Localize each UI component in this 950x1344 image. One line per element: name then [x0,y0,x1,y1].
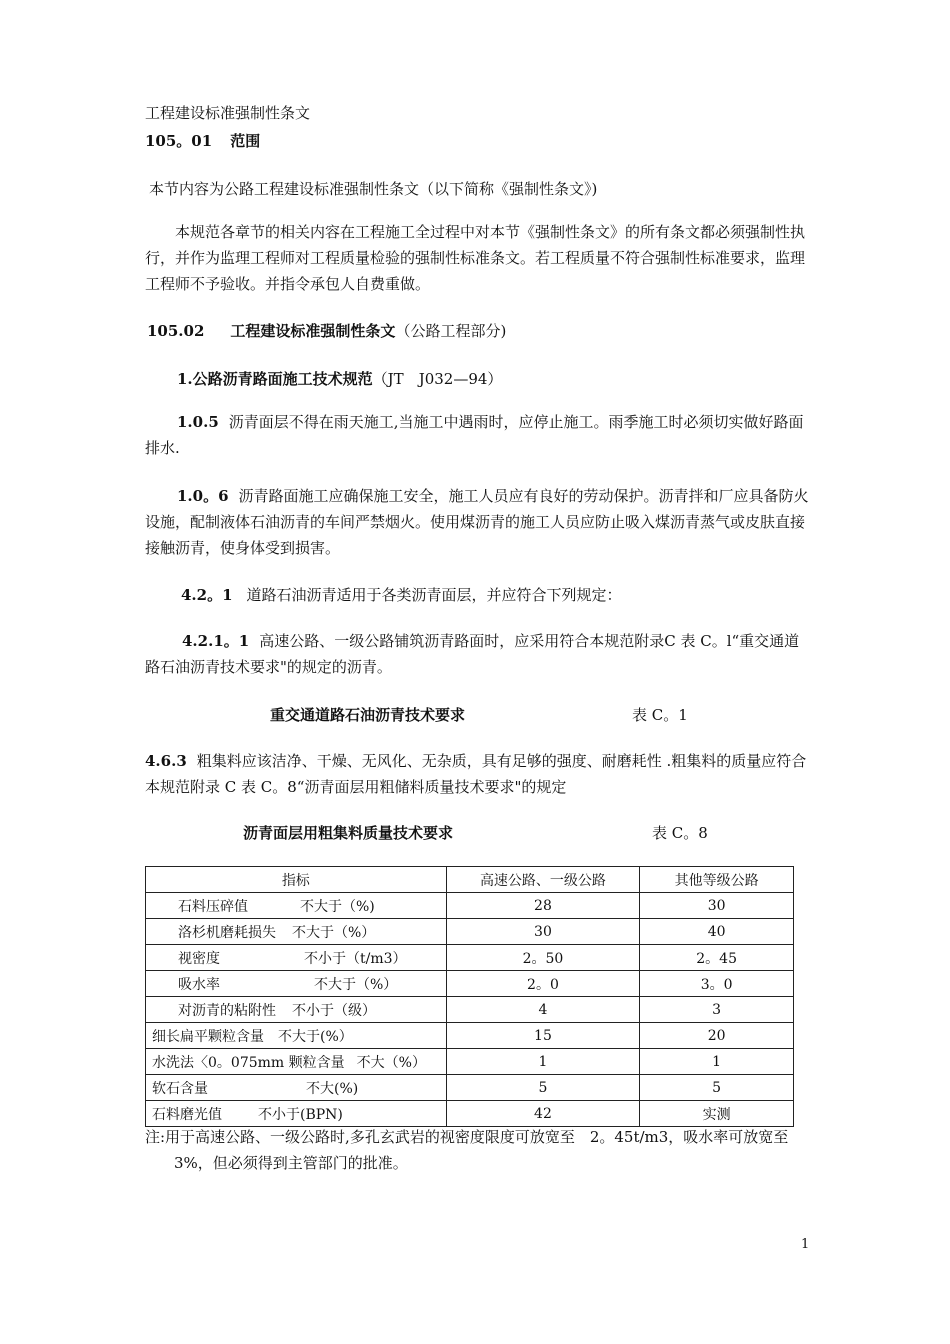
clause-number: 4.6.3 [145,752,187,770]
indicator-cell [146,1101,447,1127]
indicator-cell [146,1049,447,1075]
section-heading: 工程建设标准强制性条文 [230,322,396,340]
table-row [146,1023,794,1049]
value-other: 5 [640,1075,794,1101]
section-suffix: （公路工程部分) [395,322,507,340]
clause-text: 沥青面层不得在雨天施工,当施工中遇雨时，应停止施工。雨季施工时必须切实做好路面排水. [145,413,804,457]
value-class1: 15 [446,1023,640,1049]
value-class1: 2。50 [446,945,640,971]
value-other: 3 [640,997,794,1023]
value-other: 2。45 [640,945,794,971]
indicator-condition: 不大于（%) [300,898,375,915]
clause-1-0-5 [145,409,810,461]
indicator-name: 对沥青的粘附性 [178,1002,276,1019]
value-other: 实测 [640,1101,794,1127]
clause-4-6-3 [145,748,810,800]
clause-number: 4.2。1 [181,586,233,604]
indicator-name: 软石含量 [152,1080,208,1097]
indicator-condition: 不小于（t/m3） [304,950,407,967]
indicator-cell [146,945,447,971]
document-title: 工程建设标准强制性条文 [145,104,311,122]
clause-number: 1.0。6 [177,487,229,505]
indicator-name: 吸水率 [178,976,220,993]
indicator-cell [146,919,447,945]
clause-4-2-1-1 [145,628,810,680]
subsection-heading [177,368,502,389]
table-row [146,1049,794,1075]
indicator-condition: 不小于（级） [292,1002,376,1019]
indicator-name: 石料压碎值 [178,898,248,915]
indicator-cell [146,997,447,1023]
section-number: 105.02 [147,322,205,340]
table-header-row [146,867,794,893]
value-class1: 1 [446,1049,640,1075]
indicator-condition: 不大于（%） [292,924,376,941]
intro-paragraph: 本节内容为公路工程建设标准强制性条文（以下简称《强制性条文》) [149,180,598,198]
header-other-class: 其他等级公路 [640,867,794,893]
section-105-01 [145,130,260,151]
table-row [146,893,794,919]
indicator-condition: 不小于(BPN) [258,1106,343,1123]
clause-text: 高速公路、一级公路铺筑沥青路面时，应采用符合本规范附录C 表 C。l“重交通道路石油沥青技术要求"的规定的沥青。 [145,632,800,676]
indicator-condition: 不大于（%） [314,976,398,993]
indicator-name: 洛杉机磨耗损失 [178,924,276,941]
table-row [146,1075,794,1101]
clause-4-2-1 [181,584,622,605]
value-other: 20 [640,1023,794,1049]
header-highway-class1: 高速公路、一级公路 [446,867,640,893]
indicator-name: 细长扁平颗粒含量 [152,1028,264,1045]
table-row [146,945,794,971]
indicator-cell [146,1075,447,1101]
table-c8-label: 表 C。8 [652,824,708,842]
indicator-cell [146,971,447,997]
clause-text: 沥青路面施工应确保施工安全，施工人员应有良好的劳动保护。沥青拌和厂应具备防火设施，配制液体石油沥青的车间严禁烟火。使用煤沥青的施工人员应防止吸入煤沥青蒸气或皮肤直接接触沥青，使身体受到损害。 [145,487,809,557]
value-class1: 28 [446,893,640,919]
clause-number: 1.0.5 [177,413,219,431]
subsection-code: （JT J032—94） [372,370,503,388]
section-number: 105。01 [145,132,213,150]
indicator-condition: 不大（%） [356,1054,426,1071]
indicator-cell [146,1023,447,1049]
subsection-title: 1.公路沥青路面施工技术规范 [177,370,373,388]
table-row [146,919,794,945]
aggregate-quality-table [145,866,794,1127]
clause-text: 道路石油沥青适用于各类沥青面层，并应符合下列规定： [246,586,622,604]
indicator-condition: 不大(%) [306,1080,359,1097]
value-class1: 42 [446,1101,640,1127]
value-class1: 2。0 [446,971,640,997]
table-row [146,971,794,997]
scope-paragraph: 本规范各章节的相关内容在工程施工全过程中对本节《强制性条文》的所有条文都必须强制性执行，并作为监理工程师对工程质量检验的强制性标准条文。若工程质量不符合强制性标准要求，监理工程师不予验收。并指令承包人自费重做。 [145,223,806,293]
table-c1-label: 表 C。1 [632,706,688,724]
value-other: 1 [640,1049,794,1075]
value-class1: 4 [446,997,640,1023]
table-note: 注:用于高速公路、一级公路时,多孔玄武岩的视密度限度可放宽至 2。45t/m3，吸水率可放宽至3%，但必须得到主管部门的批准。 [145,1128,789,1172]
table-row [146,997,794,1023]
value-other: 30 [640,893,794,919]
table-row [146,1101,794,1127]
section-heading: 范围 [230,132,261,150]
indicator-name: 水洗法〈0。075mm 颗粒含量 [152,1054,345,1071]
value-class1: 30 [446,919,640,945]
clause-1-0-6 [145,483,810,561]
table-c8-title: 沥青面层用粗集料质量技术要求 [243,824,454,842]
clause-text: 粗集料应该洁净、干燥、无风化、无杂质，具有足够的强度、耐磨耗性 .粗集料的质量应符合本规范附录 C 表 C。8“沥青面层用粗储料质量技术要求"的规定 [145,752,807,796]
indicator-condition: 不大于(%） [278,1028,353,1045]
value-other: 3。0 [640,971,794,997]
value-class1: 5 [446,1075,640,1101]
indicator-name: 石料磨光值 [152,1106,222,1123]
clause-number: 4.2.1。1 [182,632,250,650]
page-number: 1 [801,1237,810,1252]
value-other: 40 [640,919,794,945]
header-indicator: 指标 [146,867,447,893]
table-c1-title: 重交通道路石油沥青技术要求 [270,706,466,724]
section-105-02 [147,320,506,341]
indicator-cell [146,893,447,919]
indicator-name: 视密度 [178,950,220,967]
